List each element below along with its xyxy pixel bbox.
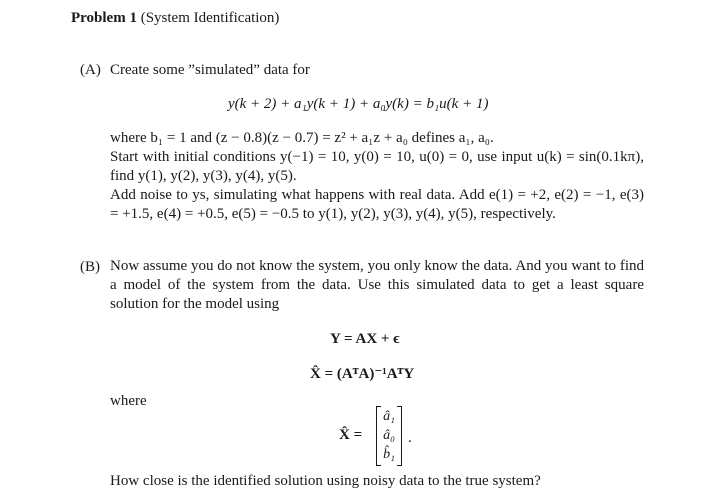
part-b-text: Now assume you do not know the system, you only know the data. And you want to find a model of the system from the data. Use this simulated data to get a least square solution for the model using <box>110 258 644 312</box>
xhat-lhs: X̂ = <box>339 427 363 443</box>
closing-question: How close is the identified solution using noisy data to the true system? <box>110 473 541 489</box>
problem-subtitle: (System Identification) <box>140 10 280 26</box>
vector-period: . <box>408 430 412 446</box>
least-squares-equation: X̂ = (AᵀA)⁻¹AᵀY <box>310 366 415 382</box>
problem-title <box>71 8 279 28</box>
part-a-line-2: Start with initial conditions y(−1) = 10, y(0) = 10, u(0) = 0, use input u(k) = sin(0.1kπ), find y(1), y(2), y(3), y(4), y(5). <box>110 149 644 184</box>
model-equation: Y = AX + ϵ <box>330 331 400 347</box>
part-a-label: (A) <box>80 62 101 78</box>
where-label: where <box>110 393 147 409</box>
difference-equation: y(k + 2) + a₁y(k + 1) + a₀y(k) = b₁u(k + 1) <box>228 96 489 112</box>
part-a-line-1: where b₁ = 1 and (z − 0.8)(z − 0.7) = z² + a₁z + a₀ defines a₁, a₀. <box>110 130 494 146</box>
part-a-line-3: Add noise to ys, simulating what happens with real data. Add e(1) = +2, e(2) = −1, e(3) = +1.5, e(4) = +0.5, e(5) = −0.5 to y(1), y(2), y(3), y(4), y(5), respectively. <box>110 187 644 222</box>
vector-entry-a1: â₁ <box>383 409 395 424</box>
part-b-label: (B) <box>80 259 100 275</box>
vector-entry-a0: â₀ <box>383 428 395 443</box>
vector-entry-b1: b̂₁ <box>383 447 395 462</box>
part-a-intro: Create some ”simulated” data for <box>110 62 310 78</box>
parameter-vector <box>376 406 402 466</box>
problem-number: Problem 1 <box>71 10 137 26</box>
